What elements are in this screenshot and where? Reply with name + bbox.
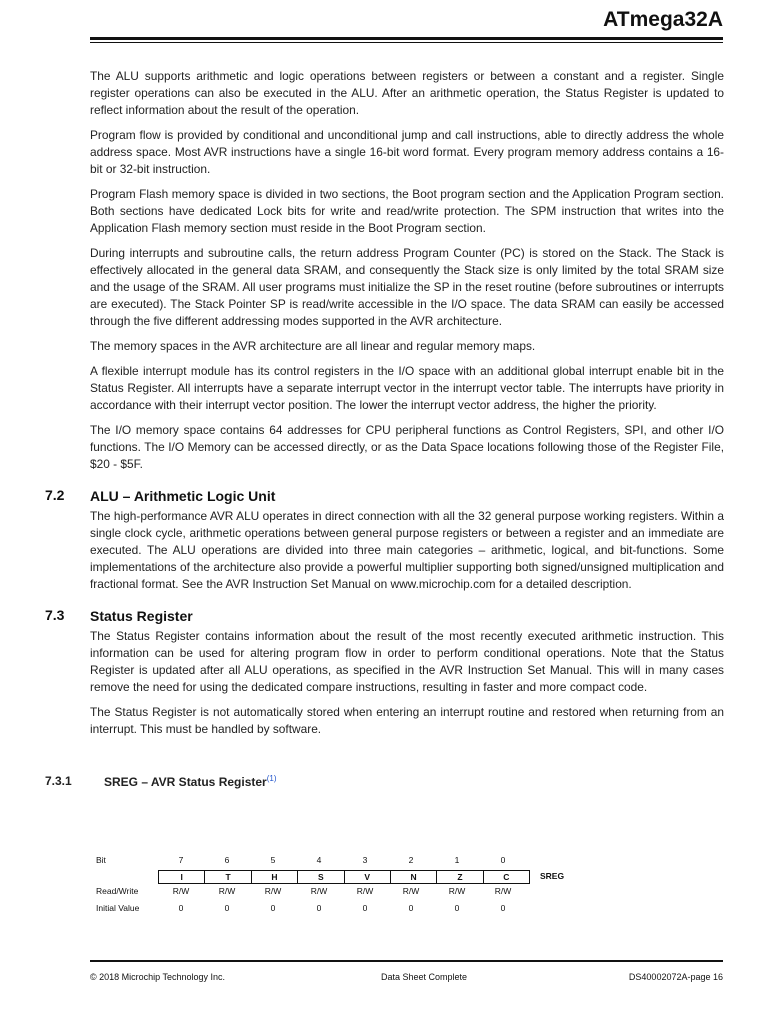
bit-field-name: Z	[437, 871, 483, 883]
bit-number: 7	[178, 855, 184, 865]
section-heading-alu	[45, 487, 724, 506]
intro-paragraph: The ALU supports arithmetic and logic operations between registers or between a constant and a register. Single register operations can also be executed in the ALU. After an arithmetic operation, the Status Register is updated to reflect information about the result of the operation.	[90, 69, 724, 117]
initial-value: 0	[178, 903, 184, 913]
header-rule-thin	[90, 42, 723, 43]
header-rule	[90, 37, 723, 40]
status-paragraph: The Status Register contains information about the result of the most recently executed arithmetic instruction. This information can be used for altering program flow in order to perform conditional operations. Note that the Status Register is updated after all ALU operations, as specified in the AVR Instruction Set Manual. This will in many cases remove the need for using the dedicated compare instructions, resulting in faster and more compact code.	[90, 629, 724, 694]
intro-paragraph: Program flow is provided by conditional and unconditional jump and call instructions, able to directly address the whole address space. Most AVR instructions have a single 16-bit word format. Every program memory address contains a 16-bit or 32-bit instruction.	[90, 128, 724, 176]
bit-number: 1	[454, 855, 460, 865]
access-value: R/W	[448, 886, 466, 896]
bit-number: 3	[362, 855, 368, 865]
bit-field-name: T	[205, 871, 251, 883]
section-title: ALU – Arithmetic Logic Unit	[90, 488, 276, 504]
page-body	[45, 68, 724, 792]
access-value: R/W	[310, 886, 328, 896]
bit-field-name: I	[159, 871, 205, 883]
subsection-heading-sreg	[45, 772, 724, 792]
footnote-link[interactable]: (1)	[266, 774, 277, 783]
intro-paragraph: The memory spaces in the AVR architecture are all linear and regular memory maps.	[90, 339, 536, 353]
register-bit-fields	[158, 870, 530, 884]
alu-paragraph: The high-performance AVR ALU operates in direct connection with all the 32 general purpose working registers. Within a single clock cycle, arithmetic operations between general purpose registers or between a register and an immediate are executed. The ALU operations are divided into three main categories – arithmetic, logical, and bit-functions. Some implementations of the architecture also provide a powerful multiplier supporting both signed/unsigned multiplication and fractional format. See the AVR Instruction Set Manual on www.microchip.com for a detailed description.	[90, 509, 724, 591]
bit-number: 5	[270, 855, 276, 865]
footer-center: Data Sheet Complete	[381, 972, 468, 982]
initial-value: 0	[270, 903, 276, 913]
section-heading-status-register	[45, 607, 724, 626]
footer-copyright: © 2018 Microchip Technology Inc.	[90, 972, 226, 982]
initial-value: 0	[224, 903, 230, 913]
access-value: R/W	[494, 886, 512, 896]
access-value: R/W	[356, 886, 374, 896]
access-value: R/W	[264, 886, 282, 896]
bit-number: 0	[500, 855, 506, 865]
bit-number: 4	[316, 855, 322, 865]
document-title: ATmega32A	[603, 8, 723, 31]
bit-field-name: H	[252, 871, 298, 883]
init-label: Initial Value	[96, 903, 140, 913]
initial-value: 0	[316, 903, 322, 913]
footer-rule	[90, 960, 723, 962]
intro-paragraph: A flexible interrupt module has its control registers in the I/O space with an additional global interrupt enable bit in the Status Register. All interrupts have a separate interrupt vector in the interrupt vector table. The interrupts have priority in accordance with their interrupt vector position. The lower the interrupt vector address, the higher the priority.	[90, 364, 724, 412]
access-value: R/W	[218, 886, 236, 896]
initial-value: 0	[362, 903, 368, 913]
initial-value: 0	[500, 903, 506, 913]
bit-field-name: V	[345, 871, 391, 883]
intro-paragraph: Program Flash memory space is divided in two sections, the Boot program section and the Application Program section. Both sections have dedicated Lock bits for write and read/write protection. The SPM instruction that writes into the Application Flash memory section must reside in the Boot Program section.	[90, 187, 724, 235]
bit-number: 2	[408, 855, 414, 865]
access-value: R/W	[172, 886, 190, 896]
section-title: Status Register	[90, 608, 193, 624]
footer-page-number: DS40002072A-page 16	[628, 972, 723, 982]
subsection-title-text: SREG – AVR Status Register	[104, 775, 267, 789]
initial-value: 0	[408, 903, 414, 913]
subsection-title	[104, 774, 277, 789]
bit-field-name: N	[391, 871, 437, 883]
intro-paragraph: The I/O memory space contains 64 addresses for CPU peripheral functions as Control Registers, SPI, and other I/O functions. The I/O Memory can be accessed directly, or as the Data Space locations following those of the Register File, $20 - $5F.	[90, 423, 724, 471]
section-number: 7.3	[45, 607, 65, 623]
intro-paragraph: During interrupts and subroutine calls, the return address Program Counter (PC) is stored on the Stack. The Stack is effectively allocated in the general data SRAM, and consequently the Stack size is only limited by the total SRAM size and the usage of the SRAM. All user programs must initialize the SP in the reset routine (before subroutines or interrupts are executed). The Stack Pointer SP is read/write accessible in the I/O space. The data SRAM can easily be accessed through the five different addressing modes supported in the AVR architecture.	[90, 246, 724, 328]
access-value: R/W	[402, 886, 420, 896]
bit-label: Bit	[96, 855, 106, 865]
bit-field-name: C	[503, 872, 510, 882]
register-diagram	[96, 855, 596, 915]
bit-field-name: S	[298, 871, 344, 883]
status-paragraph: The Status Register is not automatically stored when entering an interrupt routine and restored when returning from an interrupt. This must be handled by software.	[90, 705, 724, 736]
section-number: 7.2	[45, 487, 65, 503]
bit-number: 6	[224, 855, 230, 865]
subsection-number: 7.3.1	[45, 774, 72, 788]
register-name: SREG	[540, 871, 565, 881]
rw-label: Read/Write	[96, 886, 139, 896]
initial-value: 0	[454, 903, 460, 913]
